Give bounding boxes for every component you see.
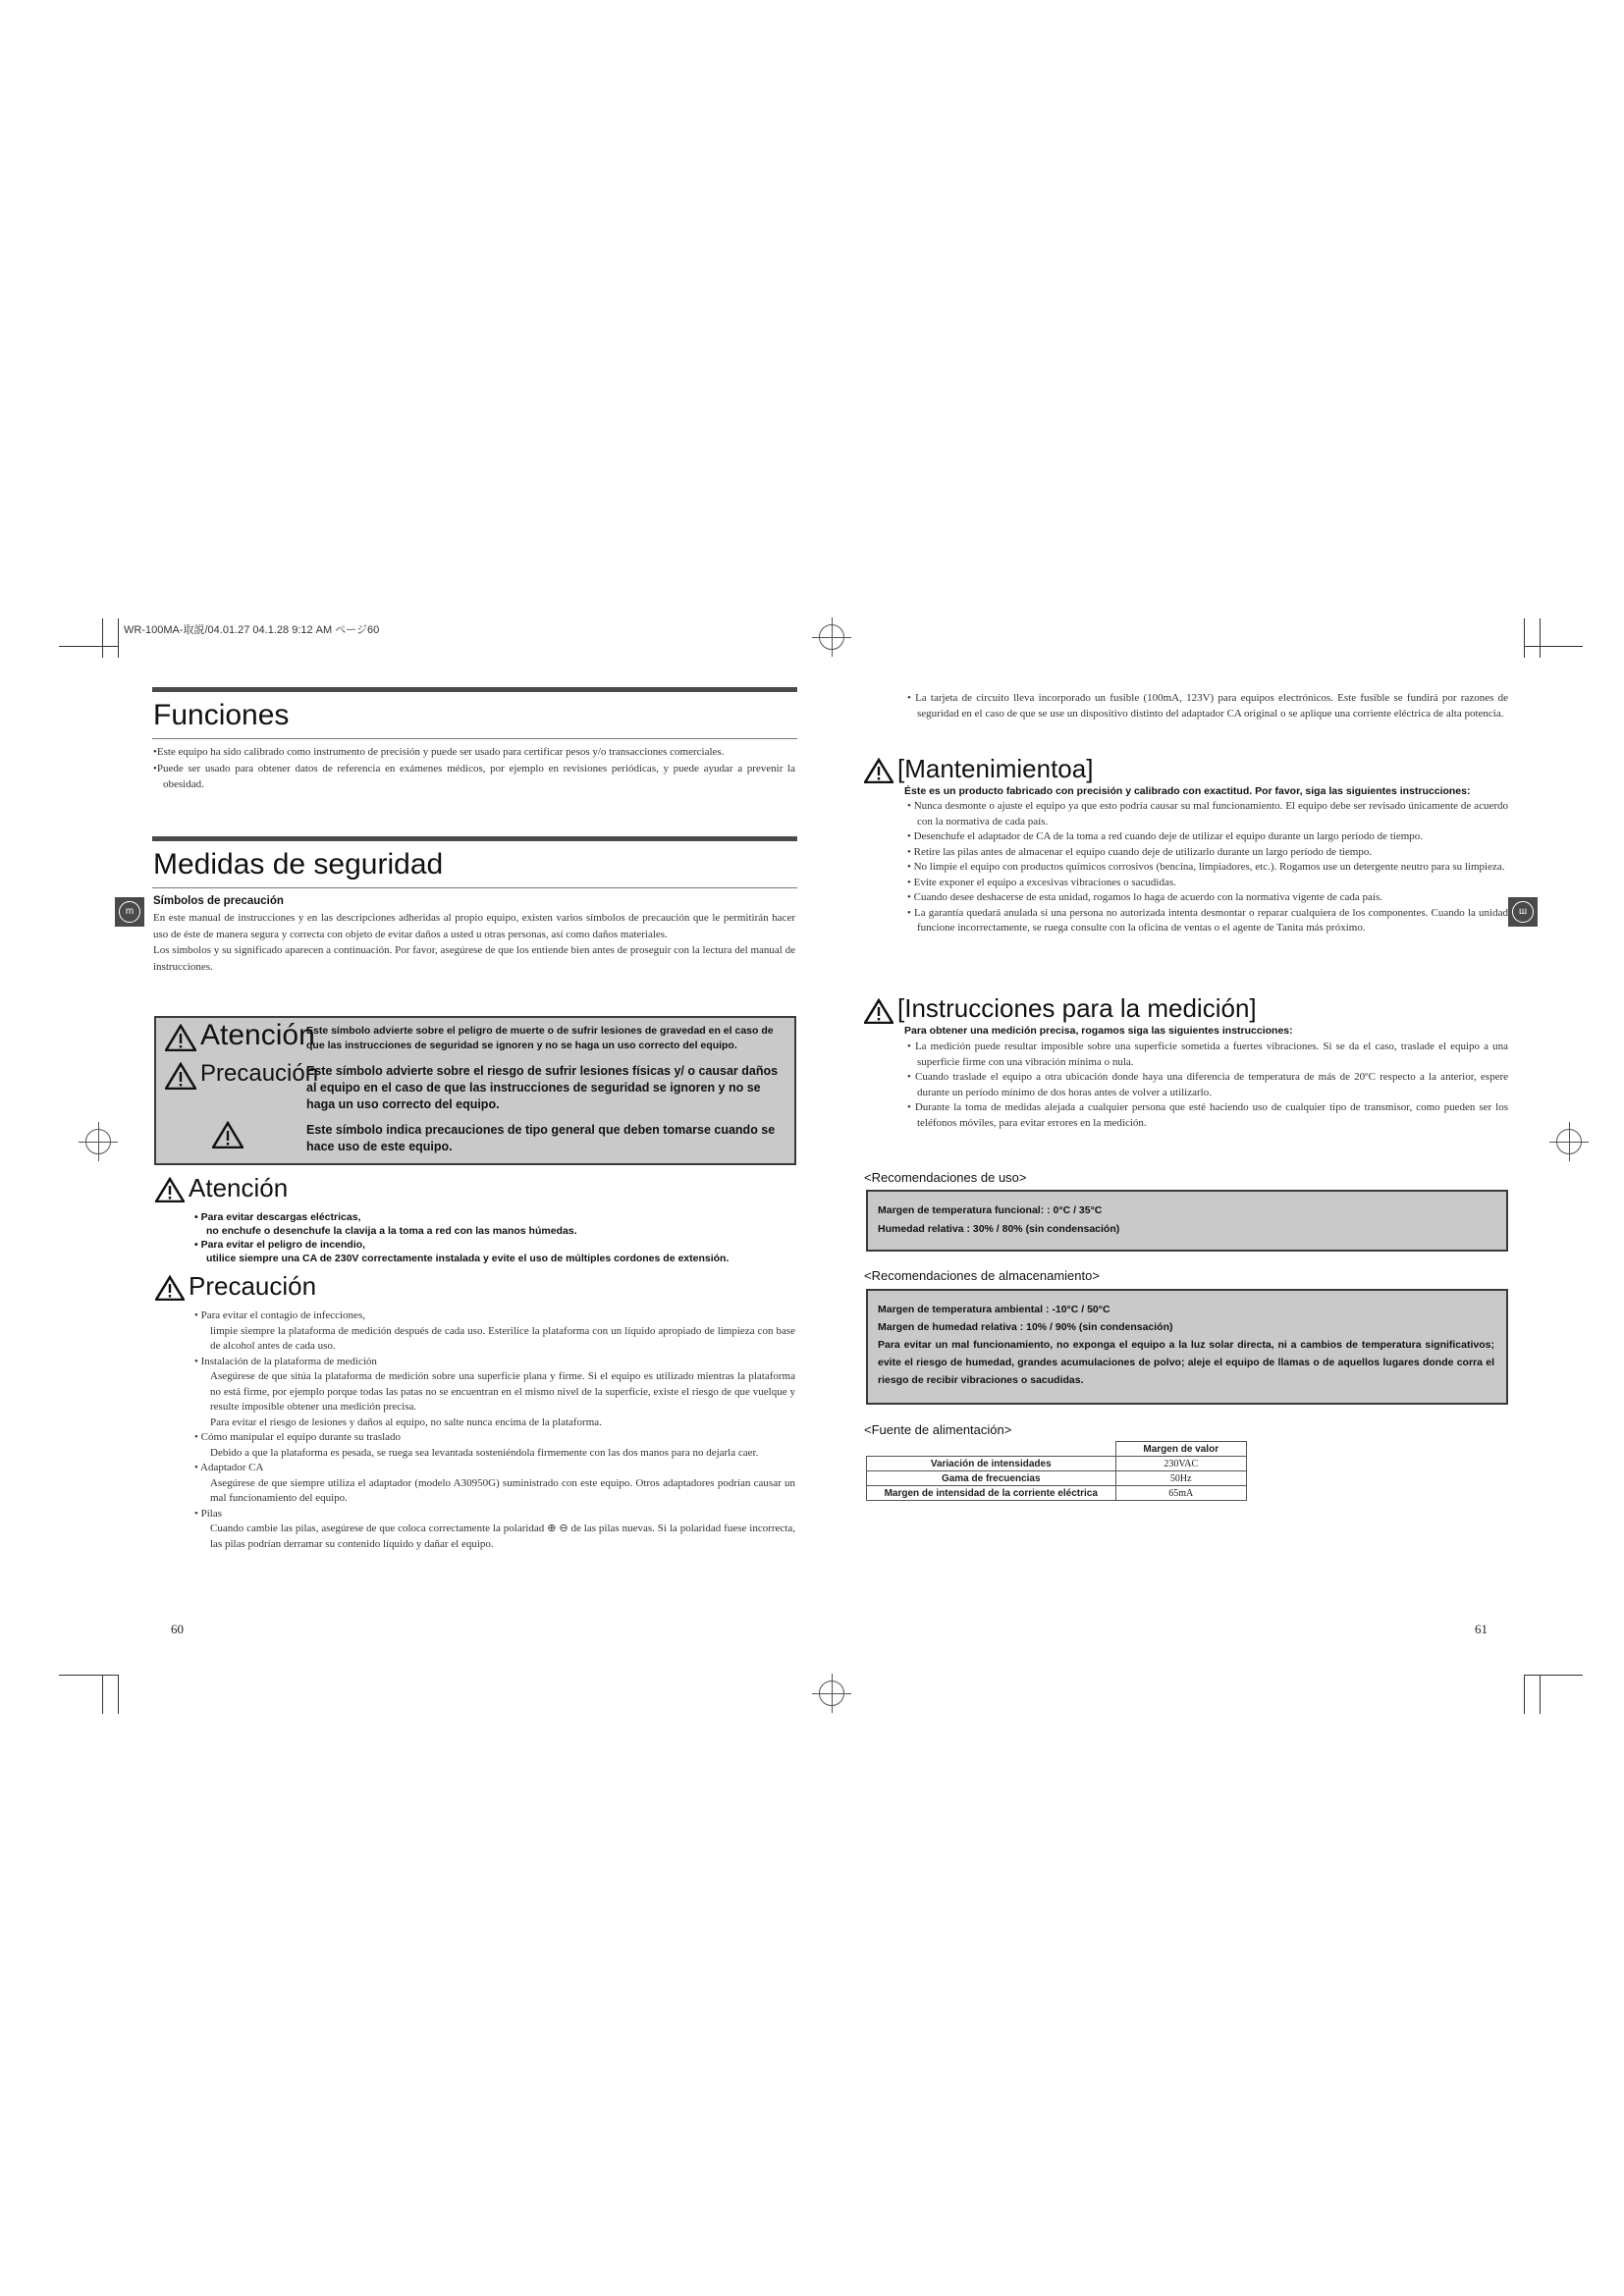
fuse-note bbox=[907, 690, 1508, 721]
registration-mark-bottom bbox=[819, 1681, 844, 1706]
table-cell-label: Margen de intensidad de la corriente eléctrica bbox=[867, 1486, 1116, 1501]
precaucion-line: Cuando cambie las pilas, asegúrese de que coloca correctamente la polaridad ⊕ ⊖ de las pilas nuevas. Si la polaridad fuese incorrecta, las pilas podrían derramar su contenido líquido y dañar el equipo. bbox=[210, 1522, 795, 1550]
precaucion-line: • Pilas bbox=[194, 1507, 222, 1520]
precaucion-line: Debido a que la plataforma es pesada, se ruega sea levantada sosteniéndola firmemente con las dos manos para no dejarla caer. bbox=[210, 1446, 759, 1459]
fuente-heading: <Fuente de alimentación> bbox=[864, 1422, 1012, 1437]
precaucion-line: • Adaptador CA bbox=[194, 1462, 264, 1473]
mantenimiento-item: • Desenchufe el adaptador de CA de la toma a red cuando deje de utilizar el equipo durante un largo período de tiempo. bbox=[907, 830, 1424, 842]
fuse-note-text: • La tarjeta de circuito lleva incorporado un fusible (100mA, 123V) para equipos electrónicos. Este fusible se fundirá por razones de seguridad en el caso de que se use un dispositivo distinto del adaptador CA original o se aplique una corriente eléctrica de alta potencia. bbox=[907, 692, 1508, 720]
medidas-underline bbox=[152, 887, 797, 888]
uso-line: Margen de temperatura funcional: : 0°C / 35°C bbox=[878, 1204, 1103, 1216]
mantenimiento-item: • No limpie el equipo con productos químicos corrosivos (bencina, limpiadores, etc.). Rogamos use un detergente neutro para su limpieza. bbox=[907, 861, 1505, 873]
precaucion-line: • Cómo manipular el equipo durante su traslado bbox=[194, 1431, 402, 1443]
atencion-heading: Atención bbox=[189, 1173, 289, 1202]
uso-heading: <Recomendaciones de uso> bbox=[864, 1170, 1027, 1185]
warning-triangle-icon bbox=[864, 758, 893, 783]
mantenimiento-item: • Evite exponer el equipo a excesivas vibraciones o sacudidas. bbox=[907, 876, 1176, 888]
table-cell-label: Gama de frecuencias bbox=[867, 1471, 1116, 1486]
table-cell-value: 50Hz bbox=[1115, 1471, 1247, 1486]
atencion-symbol bbox=[165, 1024, 196, 1056]
atencion-symbol-text: Este símbolo advierte sobre el peligro de muerte o de sufrir lesiones de gravedad en el caso de que las instrucciones de seguridad se ignoren y no se haga un uso correcto del equipo. bbox=[306, 1025, 774, 1051]
instrucciones-list bbox=[907, 1040, 1508, 1131]
medidas-body bbox=[153, 910, 795, 975]
registration-mark-right bbox=[1556, 1129, 1582, 1154]
instrucciones-item: • Cuando traslade el equipo a otra ubicación donde haya una diferencia de temperatura de más de 20ºC respecto a la anterior, espere durante un período mínimo de dos horas antes de volver a utilizarlo. bbox=[907, 1071, 1508, 1098]
table-cell-label: Variación de intensidades bbox=[867, 1457, 1116, 1471]
precaucion-line: Asegúrese de que sitúa la plataforma de medición sobre una superficie plana y firme. Si el equipo es utilizado mientras la plataforma no está firme, por ejemplo porque todas las patas no se encuentran en el mismo nivel de la superficie, existe el riesgo de que vuelque y resulte imposible obtener una medición precisa. bbox=[210, 1370, 795, 1413]
precaucion-line: • Para evitar el contagio de infecciones, bbox=[194, 1309, 365, 1321]
precaucion-heading: Precaución bbox=[189, 1271, 317, 1301]
instrucciones-subtitle: Para obtener una medición precisa, rogamos siga las siguientes instrucciones: bbox=[904, 1025, 1293, 1037]
instrucciones-heading: [Instrucciones para la medición] bbox=[897, 993, 1257, 1023]
atencion-line: utilice siempre una CA de 230V correctamente instalada y evite el uso de múltiples cordones de extensión. bbox=[206, 1253, 730, 1264]
atencion-line: no enchufe o desenchufe la clavija a la toma a red con las manos húmedas. bbox=[206, 1225, 577, 1237]
precaucion-line: limpie siempre la plataforma de medición después de cada uso. Esterilice la plataforma con un líquido apropiado de limpieza con base de alcohol antes de cada uso. bbox=[210, 1324, 795, 1352]
atencion-line: • Para evitar descargas eléctricas, bbox=[194, 1211, 361, 1223]
funciones-list bbox=[153, 744, 795, 793]
precaucion-line: • Instalación de la plataforma de medición bbox=[194, 1355, 377, 1367]
atencion-line: • Para evitar el peligro de incendio, bbox=[194, 1239, 366, 1251]
registration-mark-left bbox=[85, 1129, 111, 1154]
instrucciones-icon bbox=[864, 998, 893, 1029]
funciones-item: •Puede ser usado para obtener datos de referencia en exámenes médicos, por ejemplo en revisiones periódicas, y puede ayudar a prevenir la obesidad. bbox=[153, 762, 795, 790]
page-tab-right: ш bbox=[1508, 897, 1538, 927]
mantenimiento-item: • Cuando desee deshacerse de esta unidad, rogamos lo haga de acuerdo con la normativa vigente de cada país. bbox=[907, 891, 1382, 903]
warning-triangle-icon bbox=[165, 1062, 196, 1090]
table-row bbox=[867, 1442, 1247, 1457]
page-number-left: 60 bbox=[171, 1622, 184, 1636]
mantenimiento-item: • Nunca desmonte o ajuste el equipo ya que esto podría causar su mal funcionamiento. El equipo debe ser revisado únicamente de acuerdo con la normativa de cada país. bbox=[907, 800, 1508, 828]
precaucion-symbol-label: Precaución bbox=[200, 1060, 319, 1087]
page-number-right: 61 bbox=[1475, 1622, 1488, 1636]
instrucciones-item: • La medición puede resultar imposible sobre una superficie sometida a fuertes vibraciones. Si se da el caso, traslade el equipo a una superficie firme con una vibración mínima o nula. bbox=[907, 1041, 1508, 1068]
warning-triangle-icon bbox=[155, 1275, 185, 1301]
warning-triangle-icon bbox=[155, 1177, 185, 1202]
precaucion-symbol bbox=[165, 1062, 196, 1095]
warning-triangle-icon bbox=[165, 1024, 196, 1051]
table-cell-value: 230VAC bbox=[1115, 1457, 1247, 1471]
table-row bbox=[867, 1471, 1247, 1486]
uso-lines bbox=[878, 1201, 1119, 1239]
precaucion-list bbox=[194, 1308, 795, 1552]
medidas-para2: Los símbolos y su significado aparecen a continuación. Por favor, asegúrese de que los entiende bien antes de proseguir con la lectura del manual de instrucciones. bbox=[153, 944, 795, 973]
instrucciones-item: • Durante la toma de medidas alejada a cualquier persona que esté haciendo uso de cualquier tipo de transmisor, como pueden ser los teléfonos móviles, para evitar errores en la medición. bbox=[907, 1101, 1508, 1129]
file-info-header: WR-100MA-取説/04.01.27 04.1.28 9:12 AM ページ60 bbox=[124, 624, 380, 636]
table-cell-value: 65mA bbox=[1115, 1486, 1247, 1501]
precaucion-symbol-text: Este símbolo advierte sobre el riesgo de sufrir lesiones físicas y/ o causar daños al equipo en el caso de que las instrucciones de seguridad se ignoren y no se haga un uso correcto del equipo. bbox=[306, 1064, 779, 1111]
warning-triangle-icon bbox=[212, 1121, 244, 1148]
mantenimiento-item: • Retire las pilas antes de almacenar el equipo cuando deje de utilizarlo durante un largo período de tiempo. bbox=[907, 845, 1373, 858]
almacenamiento-line: Margen de temperatura ambiental : -10°C / 50°C bbox=[878, 1304, 1110, 1315]
almacenamiento-heading: <Recomendaciones de almacenamiento> bbox=[864, 1268, 1100, 1283]
warning-triangle-icon bbox=[864, 998, 893, 1024]
power-table bbox=[866, 1441, 1247, 1501]
almacenamiento-line: Margen de humedad relativa : 10% / 90% (sin condensación) bbox=[878, 1321, 1173, 1333]
mantenimiento-heading: [Mantenimientoa] bbox=[897, 754, 1094, 783]
precaucion-line: Para evitar el riesgo de lesiones y daños al equipo, no salte nunca encima de la plataforma. bbox=[210, 1415, 602, 1428]
funciones-item: •Este equipo ha sido calibrado como instrumento de precisión y puede ser usado para certificar pesos y/o transacciones comerciales. bbox=[153, 746, 725, 758]
funciones-title: Funciones bbox=[153, 699, 290, 731]
funciones-top-bar bbox=[152, 687, 797, 692]
atencion-heading-icon bbox=[155, 1177, 185, 1207]
precaucion-heading-icon bbox=[155, 1275, 185, 1306]
page-tab-left: m bbox=[115, 897, 144, 927]
uso-line: Humedad relativa : 30% / 80% (sin condensación) bbox=[878, 1223, 1120, 1235]
medidas-title: Medidas de seguridad bbox=[153, 848, 444, 881]
mantenimiento-icon bbox=[864, 758, 893, 788]
almacenamiento-line: Para evitar un mal funcionamiento, no exponga el equipo a la luz solar directa, ni a cambios de temperatura significativos; evite el riesgo de humedad, grandes acumulaciones de polvo; aleje el equipo de llamas o de aquellos lugares donde corra el riesgo de recibir vibraciones o sacudidas. bbox=[878, 1339, 1494, 1386]
general-symbol-text: Este símbolo indica precauciones de tipo general que deben tomarse cuando se hace uso de este equipo. bbox=[306, 1123, 776, 1153]
atencion-list bbox=[194, 1210, 793, 1265]
medidas-top-bar bbox=[152, 836, 797, 841]
simbolos-subtitle: Símbolos de precaución bbox=[153, 895, 284, 907]
mantenimiento-item: • La garantía quedará anulada si una persona no autorizada intenta desmontar o reparar cualquiera de los componentes. Cuando la unidad funcione incorrectamente, se ruega consulte con la oficina de ventas o el agente de Tanita más próximo. bbox=[907, 906, 1508, 934]
mantenimiento-list bbox=[907, 799, 1508, 936]
general-symbol bbox=[212, 1121, 244, 1153]
medidas-para1: En este manual de instrucciones y en las descripciones adheridas al propio equipo, existen varios símbolos de precaución que le permitirán hacer uso de éste de manera segura y correcta con objeto de evitar daños a usted u otras personas, así como daños materiales. bbox=[153, 912, 795, 940]
mantenimiento-subtitle: Éste es un producto fabricado con precisión y calibrado con exactitud. Por favor, siga las siguientes instrucciones: bbox=[904, 785, 1471, 797]
table-row bbox=[867, 1486, 1247, 1501]
registration-mark-top bbox=[819, 624, 844, 650]
atencion-symbol-label: Atención bbox=[200, 1019, 315, 1051]
funciones-underline bbox=[152, 738, 797, 739]
almacenamiento-lines bbox=[878, 1301, 1494, 1389]
table-col-header: Margen de valor bbox=[1115, 1442, 1247, 1457]
table-row bbox=[867, 1457, 1247, 1471]
precaucion-line: Asegúrese de que siempre utiliza el adaptador (modelo A30950G) suministrado con este equipo. Otros adaptadores podrían causar un mal funcionamiento del equipo. bbox=[210, 1476, 795, 1504]
